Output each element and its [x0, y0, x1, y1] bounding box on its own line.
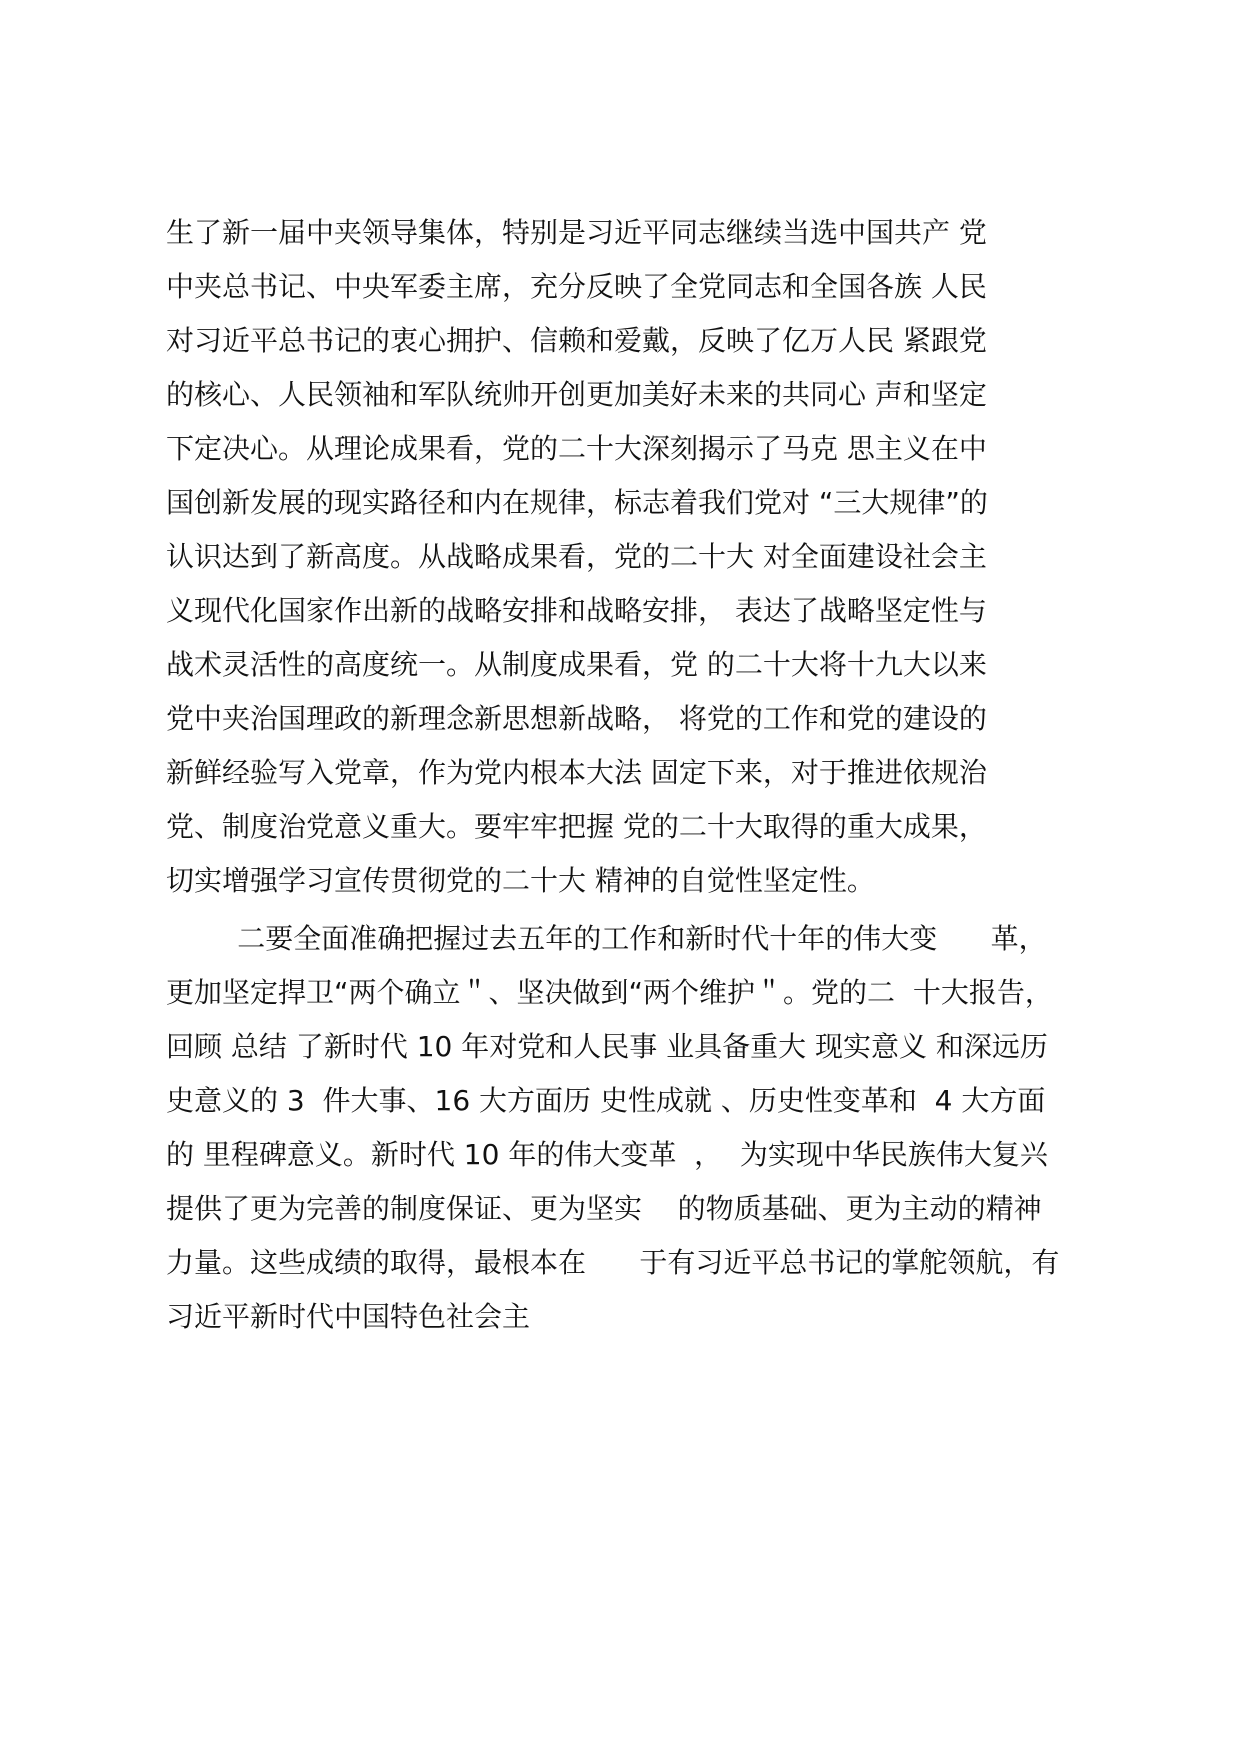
text-line: 生了新一届中夹领导集体，特别是习近平同志继续当选中国共产 党 [166, 216, 987, 249]
text-line: 义现代化国家作出新的战略安排和战略安排， 表达了战略坚定性与 [166, 594, 987, 627]
text-line: 对习近平总书记的衷心拥护、信赖和爱戴，反映了亿万人民 紧跟党 [166, 324, 987, 357]
text-line: 力量。这些成绩的取得，最根本在 于有习近平总书记的掌舵领航，有 [166, 1246, 1060, 1279]
text-line: 认识达到了新高度。从战略成果看，党的二十大 对全面建设社会主 [166, 540, 987, 573]
text-line: 的核心、人民领袖和军队统帅开创更加美好未来的共同心 声和坚定 [166, 378, 987, 411]
paragraph-2 [166, 912, 1096, 1344]
text-line: 提供了更为完善的制度保证、更为坚实 的物质基础、更为主动的精神 [166, 1192, 1042, 1225]
paragraph-1 [166, 206, 1096, 908]
text-line: 二要全面准确把握过去五年的工作和新时代十年的伟大变 革， [166, 922, 1047, 955]
text-line: 党中夹治国理政的新理念新思想新战略， 将党的工作和党的建设的 [166, 702, 987, 735]
text-line: 下定决心。从理论成果看，党的二十大深刻揭示了马克 思主义在中 [166, 432, 987, 465]
text-line: 切实增强学习宣传贯彻党的二十大 精神的自觉性坚定性。 [166, 864, 875, 897]
text-line: 回顾 总结 了新时代 10 年对党和人民事 业具备重大 现实意义 和深远历 [166, 1030, 1048, 1063]
text-line: 更加坚定捍卫“两个确立＂、坚决做到“两个维护＂。党的二 十大报告， [166, 976, 1053, 1009]
text-line: 新鲜经验写入党章，作为党内根本大法 固定下来，对于推进依规治 [166, 756, 987, 789]
text-line: 的 里程碑意义。新时代 10 年的伟大变革 ， 为实现中华民族伟大复兴 [166, 1138, 1048, 1171]
text-line: 战术灵活性的高度统一。从制度成果看，党 的二十大将十九大以来 [166, 648, 987, 681]
text-line: 中夹总书记、中央军委主席，充分反映了全党同志和全国各族 人民 [166, 270, 987, 303]
text-line: 国创新发展的现实路径和内在规律，标志着我们党对 “三大规律”的 [166, 486, 988, 519]
body-text [166, 206, 1096, 1344]
text-line: 史意义的 3 件大事、16 大方面历 史性成就 、历史性变革和 4 大方面 [166, 1084, 1046, 1117]
text-line: 党、制度治党意义重大。要牢牢把握 党的二十大取得的重大成果， [166, 810, 987, 843]
text-line: 习近平新时代中国特色社会主 [166, 1300, 531, 1333]
